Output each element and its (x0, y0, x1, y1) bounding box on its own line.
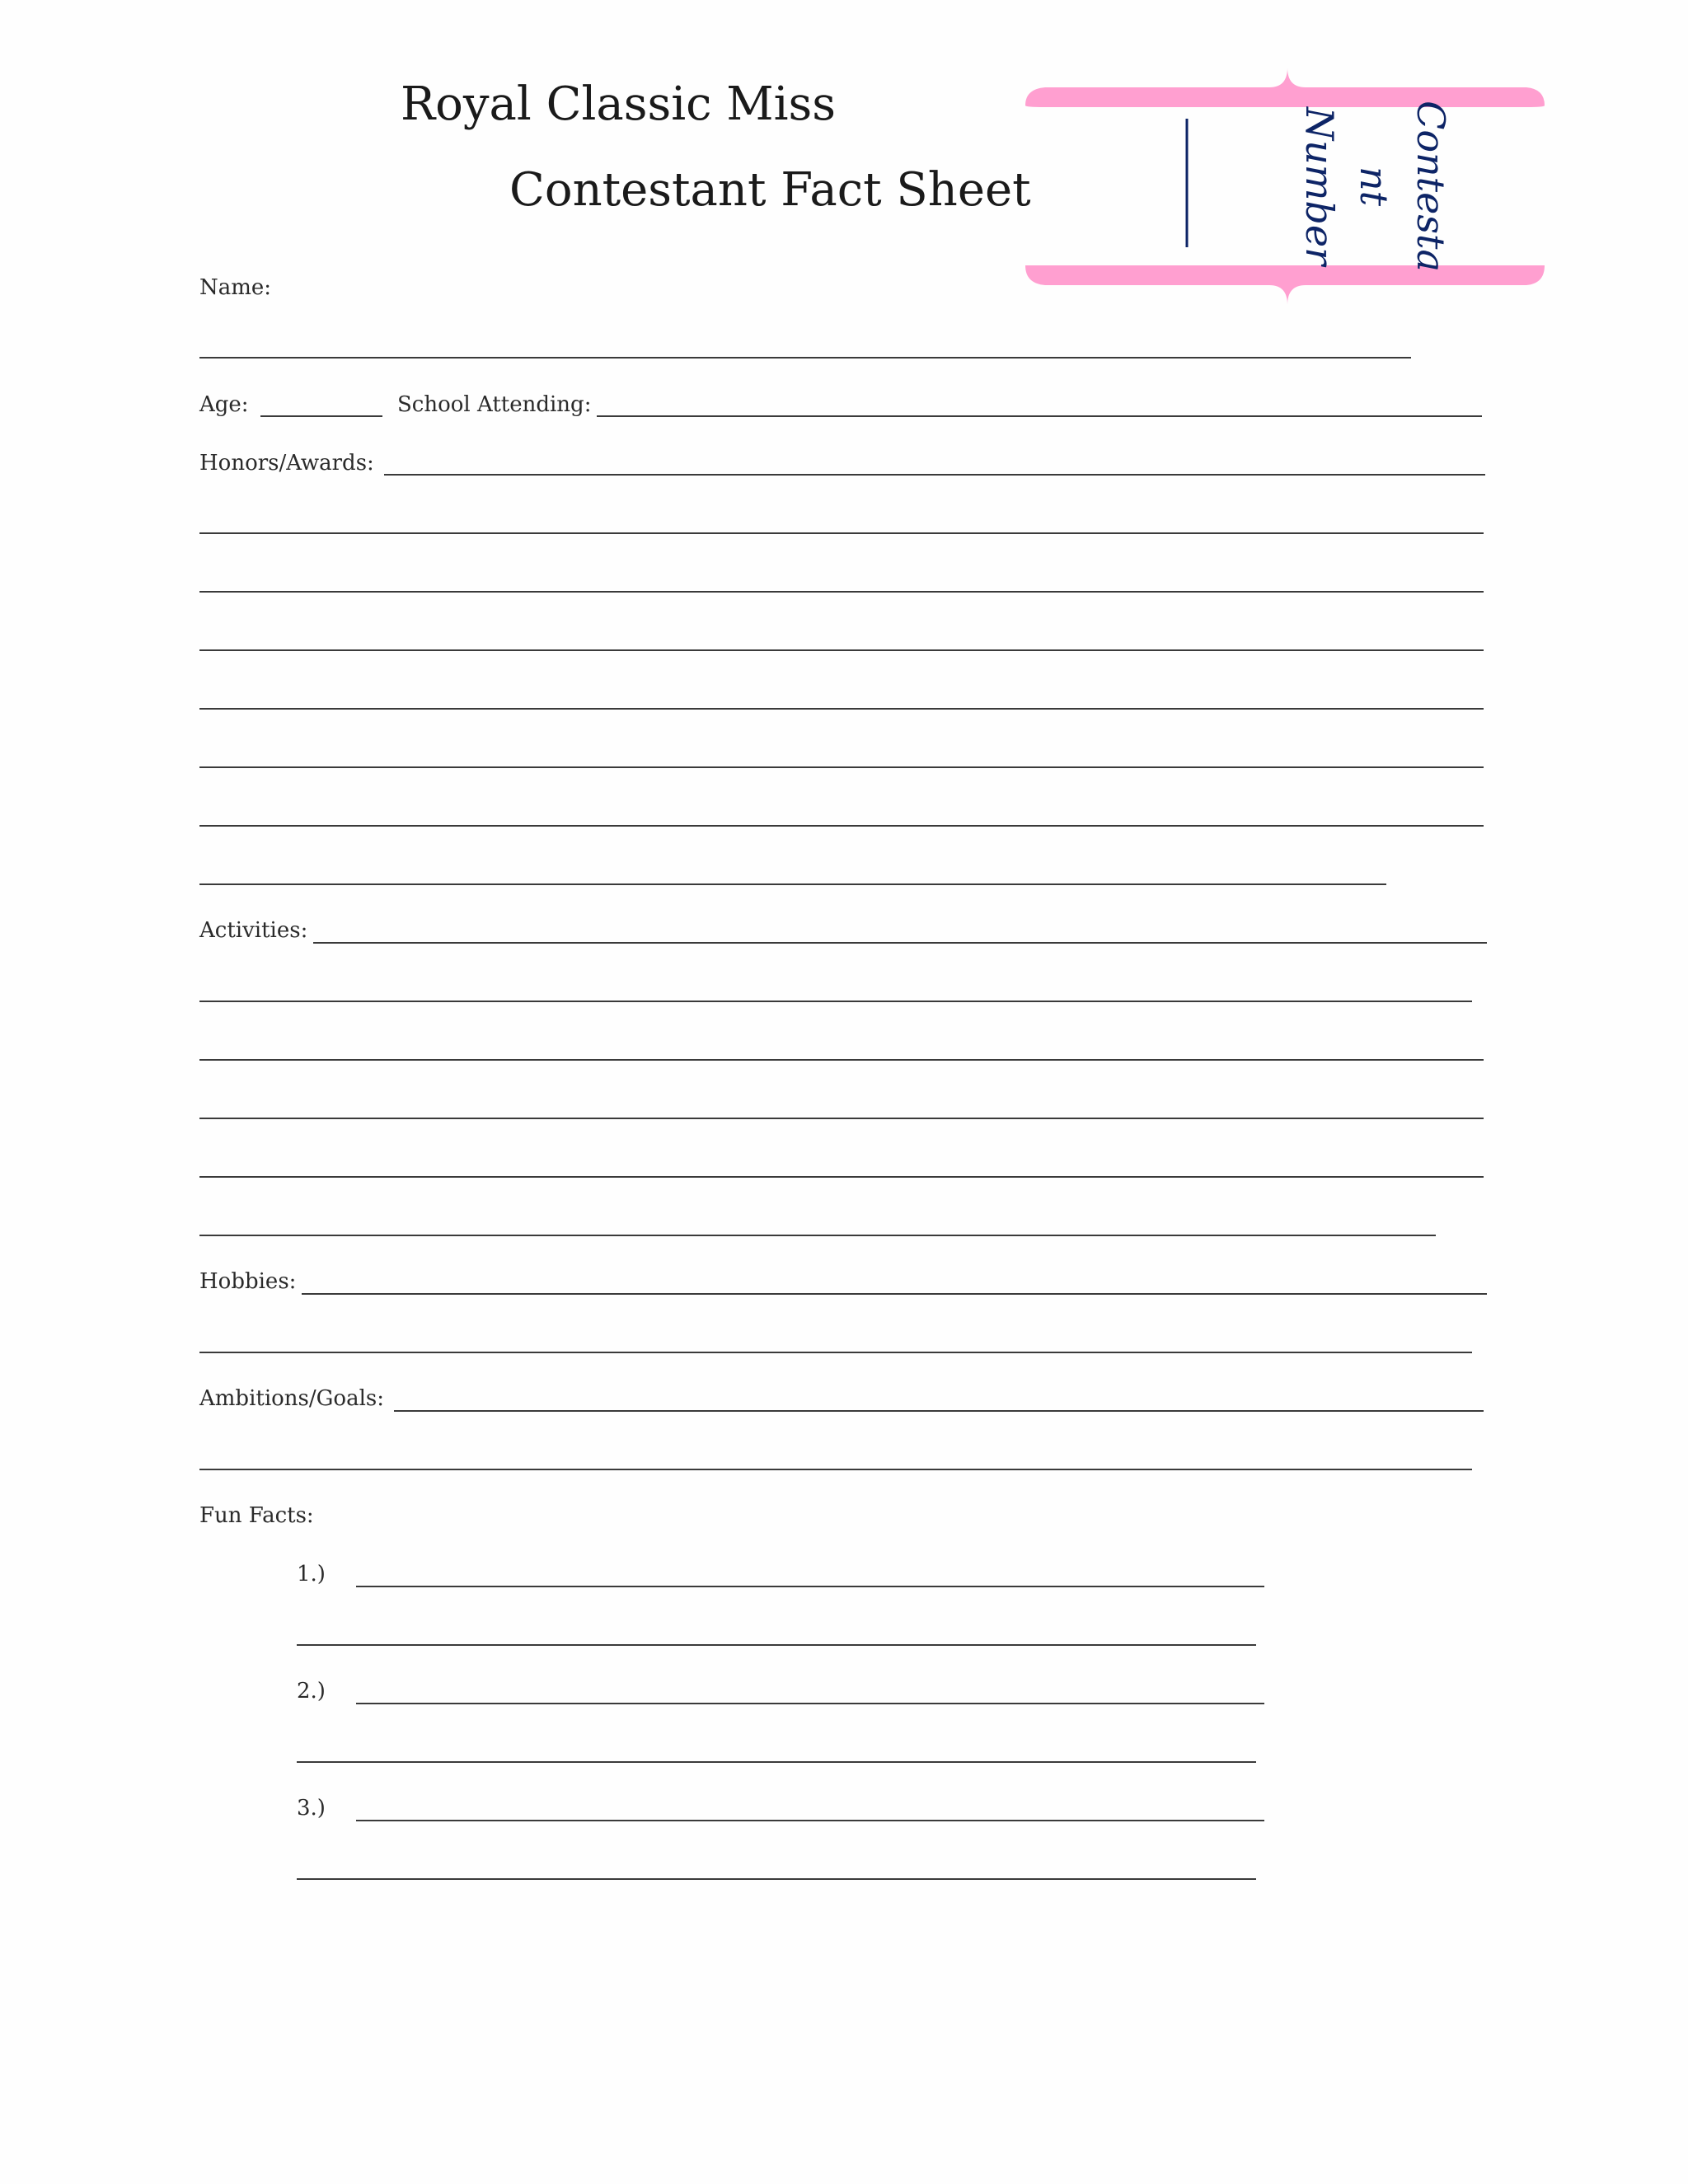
activities-line[interactable] (199, 1118, 1484, 1119)
fact-3-label: 3.) (297, 1796, 326, 1821)
fact-1-line[interactable] (356, 1586, 1264, 1587)
badge-label-line1: Contesta (1409, 101, 1453, 272)
fact-1-label: 1.) (297, 1562, 326, 1586)
fact-1-line[interactable] (297, 1644, 1256, 1646)
honors-line[interactable] (384, 474, 1485, 476)
activities-line[interactable] (199, 1176, 1484, 1178)
fact-2-line[interactable] (297, 1761, 1256, 1763)
honors-line[interactable] (199, 532, 1484, 534)
contestant-number-badge (1022, 64, 1548, 308)
page-title: Royal Classic Miss (401, 77, 837, 131)
activities-line[interactable] (199, 1235, 1436, 1236)
honors-line[interactable] (199, 766, 1484, 768)
ambitions-line[interactable] (199, 1469, 1472, 1470)
activities-label: Activities: (199, 918, 308, 943)
hobbies-line[interactable] (302, 1293, 1487, 1295)
age-line[interactable] (260, 415, 382, 417)
ambitions-line[interactable] (394, 1410, 1484, 1412)
honors-label: Honors/Awards: (199, 451, 374, 476)
ambitions-label: Ambitions/Goals: (199, 1386, 384, 1411)
name-line[interactable] (199, 357, 1411, 359)
name-label: Name: (199, 275, 272, 300)
honors-line[interactable] (199, 883, 1386, 885)
age-label: Age: (199, 392, 249, 417)
honors-line[interactable] (199, 825, 1484, 827)
hobbies-label: Hobbies: (199, 1269, 297, 1294)
activities-line[interactable] (199, 1059, 1484, 1061)
fact-2-line[interactable] (356, 1703, 1264, 1704)
school-label: School Attending: (397, 392, 592, 417)
honors-line[interactable] (199, 591, 1484, 593)
fact-2-label: 2.) (297, 1679, 326, 1704)
fact-3-line[interactable] (356, 1820, 1264, 1821)
badge-label-line2: nt (1352, 166, 1396, 207)
honors-line[interactable] (199, 649, 1484, 651)
fact-3-line[interactable] (297, 1878, 1256, 1880)
fun-facts-label: Fun Facts: (199, 1503, 314, 1528)
hobbies-line[interactable] (199, 1352, 1472, 1353)
badge-frame (1022, 64, 1548, 308)
page-subtitle: Contestant Fact Sheet (509, 163, 1031, 217)
school-line[interactable] (597, 415, 1482, 417)
badge-label-line3: Number (1297, 106, 1342, 266)
honors-line[interactable] (199, 708, 1484, 710)
activities-line[interactable] (199, 1001, 1472, 1002)
activities-line[interactable] (313, 942, 1487, 944)
